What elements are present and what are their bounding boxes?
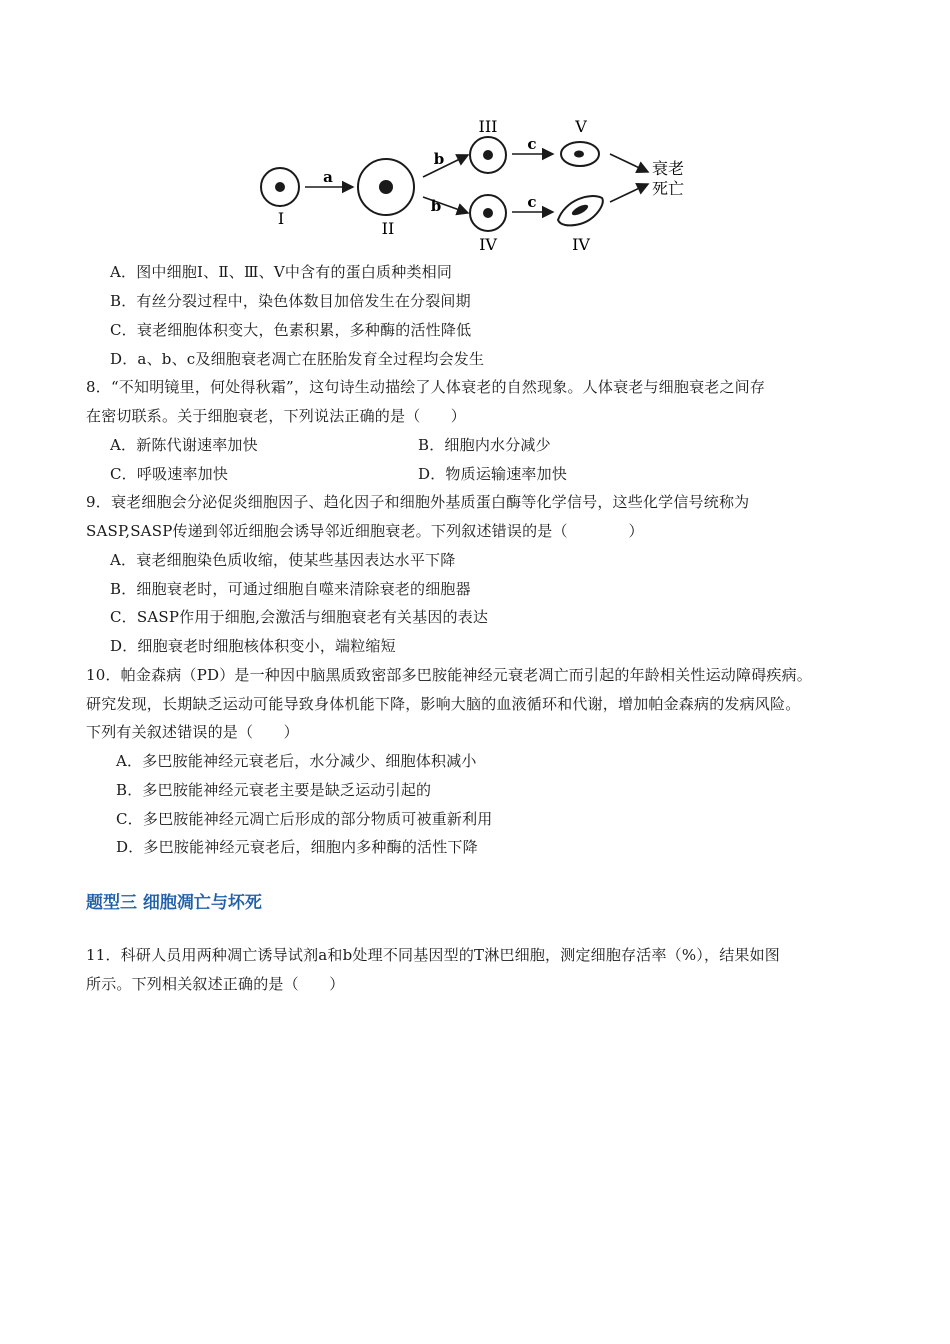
q9-option-a: A．衰老细胞染色质收缩，使某些基因表达水平下降	[110, 551, 456, 569]
arrow-to-death-down	[610, 184, 648, 202]
q9-stem-line1: 9．衰老细胞会分泌促炎细胞因子、趋化因子和细胞外基质蛋白酶等化学信号，这些化学信号统称为	[86, 493, 750, 511]
q8-option-b: B．细胞内水分减少	[418, 436, 551, 454]
q7-option-c: C．衰老细胞体积变大，色素积累，多种酶的活性降低	[110, 321, 472, 339]
q10-stem-line3: 下列有关叙述错误的是（ ）	[86, 723, 299, 741]
q11-stem-line1: 11．科研人员用两种凋亡诱导试剂a和b处理不同基因型的T淋巴细胞，测定细胞存活率（%），结果如图	[86, 946, 780, 964]
label-cell-IV: IV	[479, 235, 497, 254]
label-cell-IV-right: IV	[572, 235, 590, 254]
q9-option-b: B．细胞衰老时，可通过细胞自噬来清除衰老的细胞器	[110, 580, 471, 598]
label-arrow-c-up: c	[527, 135, 537, 153]
arrow-to-death-up	[610, 154, 648, 172]
label-cell-II: II	[381, 219, 395, 238]
q10-option-c: C．多巴胺能神经元凋亡后形成的部分物质可被重新利用	[116, 810, 493, 828]
q11-stem-line2: 所示。下列相关叙述正确的是（ ）	[86, 975, 345, 993]
arrow-b-up	[423, 155, 468, 177]
label-cell-III: III	[478, 117, 498, 136]
label-cell-V: V	[575, 117, 587, 136]
cell-II-nucleus	[379, 180, 393, 194]
q8-option-d: D．物质运输速率加快	[418, 465, 568, 483]
arrow-b-down	[423, 197, 468, 213]
q9-option-d: D．细胞衰老时细胞核体积变小，端粒缩短	[110, 637, 396, 655]
cell-process-diagram	[250, 112, 700, 257]
cell-III-nucleus	[483, 150, 493, 160]
q10-option-a: A．多巴胺能神经元衰老后，水分减少、细胞体积减小	[116, 752, 477, 770]
q10-option-b: B．多巴胺能神经元衰老主要是缺乏运动引起的	[116, 781, 432, 799]
q8-stem-line2: 在密切联系。关于细胞衰老，下列说法正确的是（ ）	[86, 407, 467, 425]
cell-I-nucleus	[275, 182, 285, 192]
section-title: 题型三 细胞凋亡与坏死	[86, 893, 262, 913]
label-aging: 衰老	[652, 159, 685, 178]
q7-option-d: D．a、b、c及细胞衰老凋亡在胚胎发育全过程均会发生	[110, 350, 485, 368]
label-arrow-c-down: c	[527, 193, 537, 211]
cell-IV-nucleus	[483, 208, 493, 218]
q7-option-a: A．图中细胞Ⅰ、Ⅱ、Ⅲ、Ⅴ中含有的蛋白质种类相同	[110, 263, 453, 281]
q9-stem-line2: SASP,SASP传递到邻近细胞会诱导邻近细胞衰老。下列叙述错误的是（ ）	[86, 522, 644, 540]
label-arrow-a: a	[323, 168, 333, 186]
q10-stem-line2: 研究发现，长期缺乏运动可能导致身体机能下降，影响大脑的血液循环和代谢，增加帕金森病的发病风险。	[86, 695, 801, 713]
label-arrow-b-down: b	[430, 197, 442, 215]
q8-option-c: C．呼吸速率加快	[110, 465, 229, 483]
q9-option-c: C．SASP作用于细胞,会激活与细胞衰老有关基因的表达	[110, 608, 489, 626]
cell-IV-elongated-nucleus	[570, 203, 589, 218]
cell-V-nucleus	[574, 151, 584, 158]
q8-stem-line1: 8．“不知明镜里，何处得秋霜”，这句诗生动描绘了人体衰老的自然现象。人体衰老与细胞衰老之间存	[86, 378, 766, 396]
label-arrow-b-up: b	[433, 150, 445, 168]
label-cell-I: I	[277, 209, 285, 228]
label-death: 死亡	[652, 179, 685, 198]
q10-option-d: D．多巴胺能神经元衰老后，细胞内多种酶的活性下降	[116, 838, 478, 856]
q8-option-a: A．新陈代谢速率加快	[110, 436, 258, 454]
q10-stem-line1: 10．帕金森病（PD）是一种因中脑黑质致密部多巴胺能神经元衰老凋亡而引起的年龄相关性运动障碍疾病。	[86, 666, 813, 684]
q7-option-b: B．有丝分裂过程中，染色体数目加倍发生在分裂间期	[110, 292, 471, 310]
